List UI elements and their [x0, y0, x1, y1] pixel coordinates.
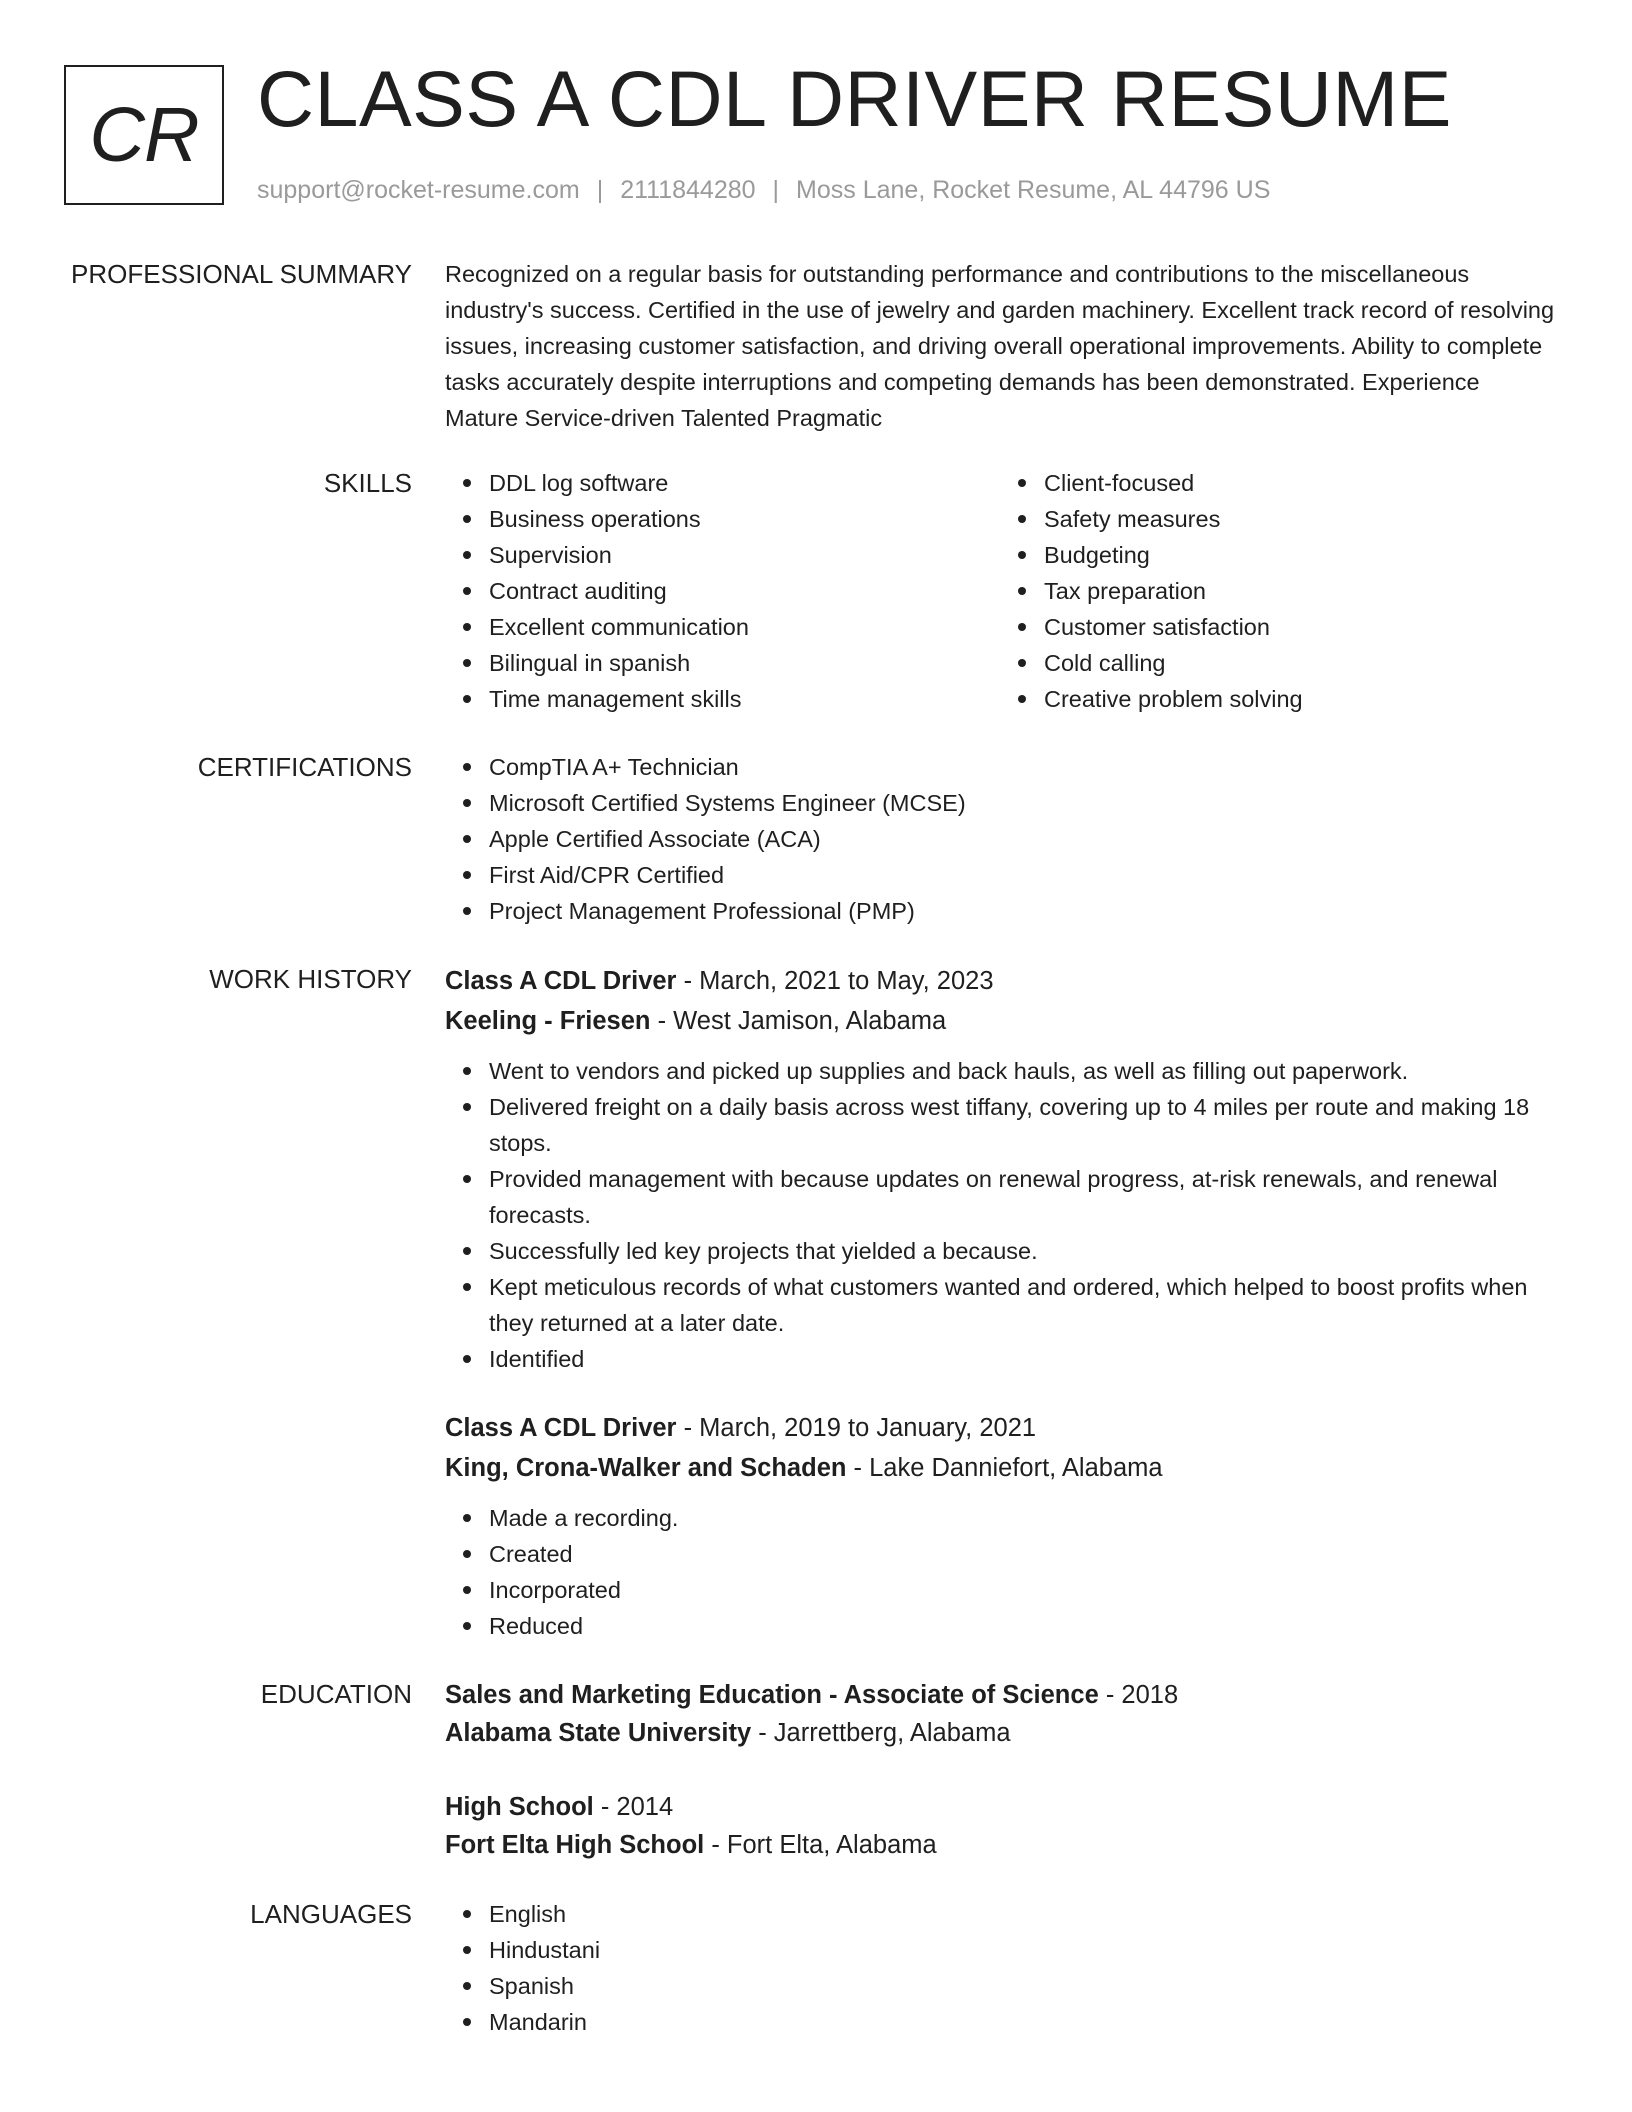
languages-list: [445, 1896, 1555, 2040]
list-item: Successfully led key projects that yielded a because.: [489, 1233, 1555, 1269]
skills-list-right: [1000, 465, 1555, 717]
education-location: Jarrettberg, Alabama: [773, 1719, 1011, 1747]
list-item: English: [489, 1896, 1555, 1932]
education-year: 2018: [1121, 1681, 1179, 1709]
education-school: Alabama State University: [445, 1719, 752, 1747]
list-item: Microsoft Certified Systems Engineer (MCSE): [489, 785, 1555, 821]
list-item: Identified: [489, 1341, 1555, 1377]
education-degree-line: Sales and Marketing Education - Associate of Science - 2018: [445, 1681, 1179, 1709]
education-degree: High School: [445, 1793, 594, 1821]
list-item: Reduced: [489, 1608, 1555, 1644]
monogram-initials: CR: [89, 91, 199, 178]
section-label: LANGUAGES: [250, 1899, 412, 1929]
monogram-box: [64, 65, 224, 205]
job-dates: March, 2021 to May, 2023: [699, 967, 994, 995]
list-item: Excellent communication: [489, 609, 1000, 645]
job-bullets: [445, 1053, 1555, 1377]
contact-separator: |: [772, 176, 780, 204]
list-item: Supervision: [489, 537, 1000, 573]
certifications-content: [445, 749, 1555, 929]
list-item: Mandarin: [489, 2004, 1555, 2040]
job-company: King, Crona-Walker and Schaden: [445, 1454, 847, 1482]
job-entry: [445, 1408, 1555, 1644]
education-school: Fort Elta High School: [445, 1831, 705, 1859]
contact-phone: 2111844280: [620, 176, 756, 204]
job-location: Lake Danniefort, Alabama: [869, 1454, 1163, 1482]
job-location: West Jamison, Alabama: [673, 1007, 947, 1035]
list-item: Bilingual in spanish: [489, 645, 1000, 681]
resume-title: CLASS A CDL DRIVER RESUME: [257, 54, 1452, 143]
education-year: 2014: [616, 1793, 674, 1821]
certifications-list: [445, 749, 1555, 929]
list-item: Went to vendors and picked up supplies and back hauls, as well as filling out paperwork.: [489, 1053, 1555, 1089]
languages-content: [445, 1896, 1555, 2040]
section-label: EDUCATION: [260, 1679, 412, 1709]
list-item: Incorporated: [489, 1572, 1555, 1608]
list-item: Contract auditing: [489, 573, 1000, 609]
list-item: Tax preparation: [1044, 573, 1555, 609]
job-title-line: Class A CDL Driver - March, 2019 to January, 2021: [445, 1414, 1037, 1442]
list-item: Time management skills: [489, 681, 1000, 717]
job-dates: March, 2019 to January, 2021: [699, 1414, 1037, 1442]
job-title: Class A CDL Driver: [445, 967, 677, 995]
job-company-line: Keeling - Friesen - West Jamison, Alabama: [445, 1007, 947, 1035]
education-location: Fort Elta, Alabama: [726, 1831, 937, 1859]
contact-line: [257, 172, 1270, 208]
list-item: Budgeting: [1044, 537, 1555, 573]
list-item: Customer satisfaction: [1044, 609, 1555, 645]
contact-email: support@rocket-resume.com: [257, 176, 580, 204]
education-entry: [445, 1788, 1555, 1864]
list-item: CompTIA A+ Technician: [489, 749, 1555, 785]
section-label: CERTIFICATIONS: [197, 752, 412, 782]
education-entry: [445, 1676, 1555, 1752]
section-label: WORK HISTORY: [209, 964, 412, 994]
list-item: Project Management Professional (PMP): [489, 893, 1555, 929]
list-item: Delivered freight on a daily basis across west tiffany, covering up to 4 miles per route and making 18 stops.: [489, 1089, 1555, 1161]
skills-list-left: [445, 465, 1000, 717]
list-item: Kept meticulous records of what customers wanted and ordered, which helped to boost profits when they returned at a later date.: [489, 1269, 1555, 1341]
list-item: DDL log software: [489, 465, 1000, 501]
list-item: Safety measures: [1044, 501, 1555, 537]
contact-separator: |: [596, 176, 604, 204]
skills-columns: [445, 465, 1555, 717]
list-item: Creative problem solving: [1044, 681, 1555, 717]
list-item: Spanish: [489, 1968, 1555, 2004]
education-school-line: Alabama State University - Jarrettberg, Alabama: [445, 1719, 1011, 1747]
list-item: Client-focused: [1044, 465, 1555, 501]
job-company: Keeling - Friesen: [445, 1007, 651, 1035]
job-company-line: King, Crona-Walker and Schaden - Lake Danniefort, Alabama: [445, 1454, 1163, 1482]
list-item: First Aid/CPR Certified: [489, 857, 1555, 893]
job-title-line: Class A CDL Driver - March, 2021 to May, 2023: [445, 967, 994, 995]
job-entry: [445, 961, 1555, 1377]
section-label: SKILLS: [323, 468, 412, 498]
list-item: Provided management with because updates on renewal progress, at-risk renewals, and renewal forecasts.: [489, 1161, 1555, 1233]
list-item: Cold calling: [1044, 645, 1555, 681]
education-degree: Sales and Marketing Education - Associate of Science: [445, 1681, 1099, 1709]
list-item: Hindustani: [489, 1932, 1555, 1968]
section-label: PROFESSIONAL SUMMARY: [71, 259, 412, 289]
job-title: Class A CDL Driver: [445, 1414, 677, 1442]
list-item: Apple Certified Associate (ACA): [489, 821, 1555, 857]
education-school-line: Fort Elta High School - Fort Elta, Alabama: [445, 1831, 937, 1859]
education-degree-line: High School - 2014: [445, 1793, 674, 1821]
list-item: Made a recording.: [489, 1500, 1555, 1536]
list-item: Created: [489, 1536, 1555, 1572]
job-bullets: [445, 1500, 1555, 1644]
summary-text: Recognized on a regular basis for outstanding performance and contributions to the miscellaneous industry's success. Certified in the use of jewelry and garden machinery. Excellent track record of resolving issues, increasing customer satisfaction, and driving overall operational improvements. Ability to complete tasks accurately despite interruptions and competing demands has been demonstrated. Experience Mature Service-driven Talented Pragmatic: [445, 261, 1555, 431]
list-item: Business operations: [489, 501, 1000, 537]
contact-address: Moss Lane, Rocket Resume, AL 44796 US: [796, 176, 1271, 204]
